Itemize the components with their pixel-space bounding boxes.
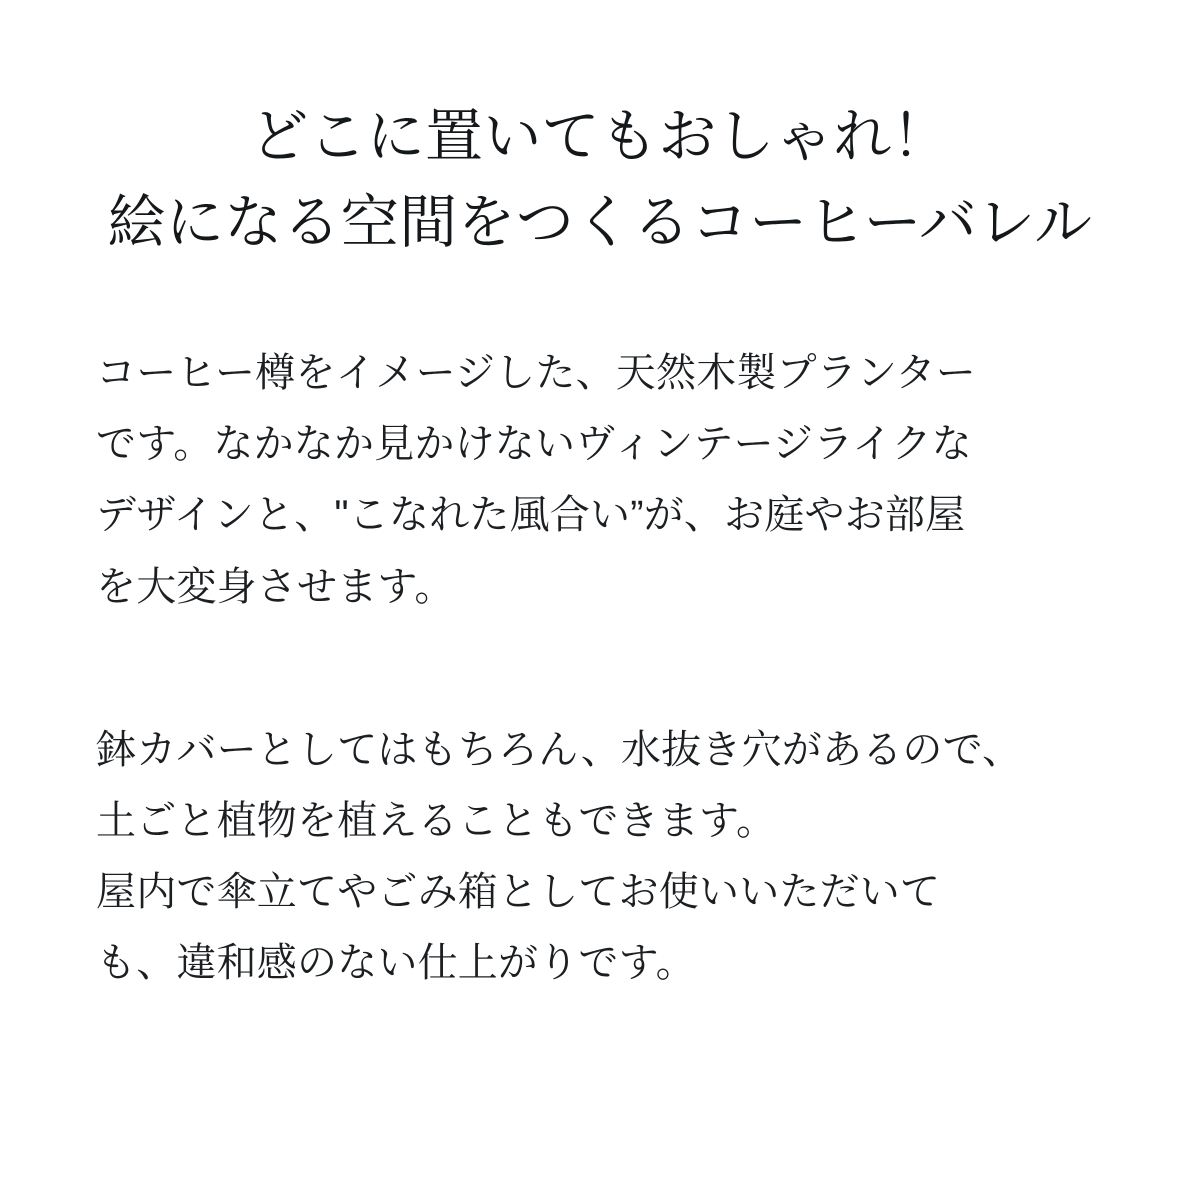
paragraph-usage-line-2: 土ごと植物を植えることもできます。 <box>96 798 777 843</box>
paragraph-usage <box>96 623 1120 1000</box>
page-title-line-2: 絵になる空間をつくるコーヒーバレル <box>107 190 1093 255</box>
paragraph-intro-line-3: デザインと、"こなれた風合い”が、お庭やお部屋 <box>96 493 966 538</box>
page-title <box>0 0 1200 255</box>
paragraph-intro-line-1: コーヒー樽をイメージした、天然木製プランター <box>96 351 976 395</box>
page-title-line-1: どこに置いてもおしゃれ！ <box>250 104 950 169</box>
paragraph-usage-line-4: も、違和感のない仕上がりです。 <box>96 941 696 986</box>
paragraph-usage-line-1: 鉢カバーとしてはもちろん、水抜き穴があるので、 <box>96 727 1023 772</box>
paragraph-intro <box>96 252 1120 623</box>
paragraph-usage-line-3: 屋内で傘立てやごみ箱としてお使いいただいて <box>96 870 941 915</box>
paragraph-intro-line-4: を大変身させます。 <box>96 564 455 609</box>
description-body <box>0 252 1200 1000</box>
paragraph-intro-line-2: です。なかなか見かけないヴィンテージライクな <box>96 422 972 467</box>
